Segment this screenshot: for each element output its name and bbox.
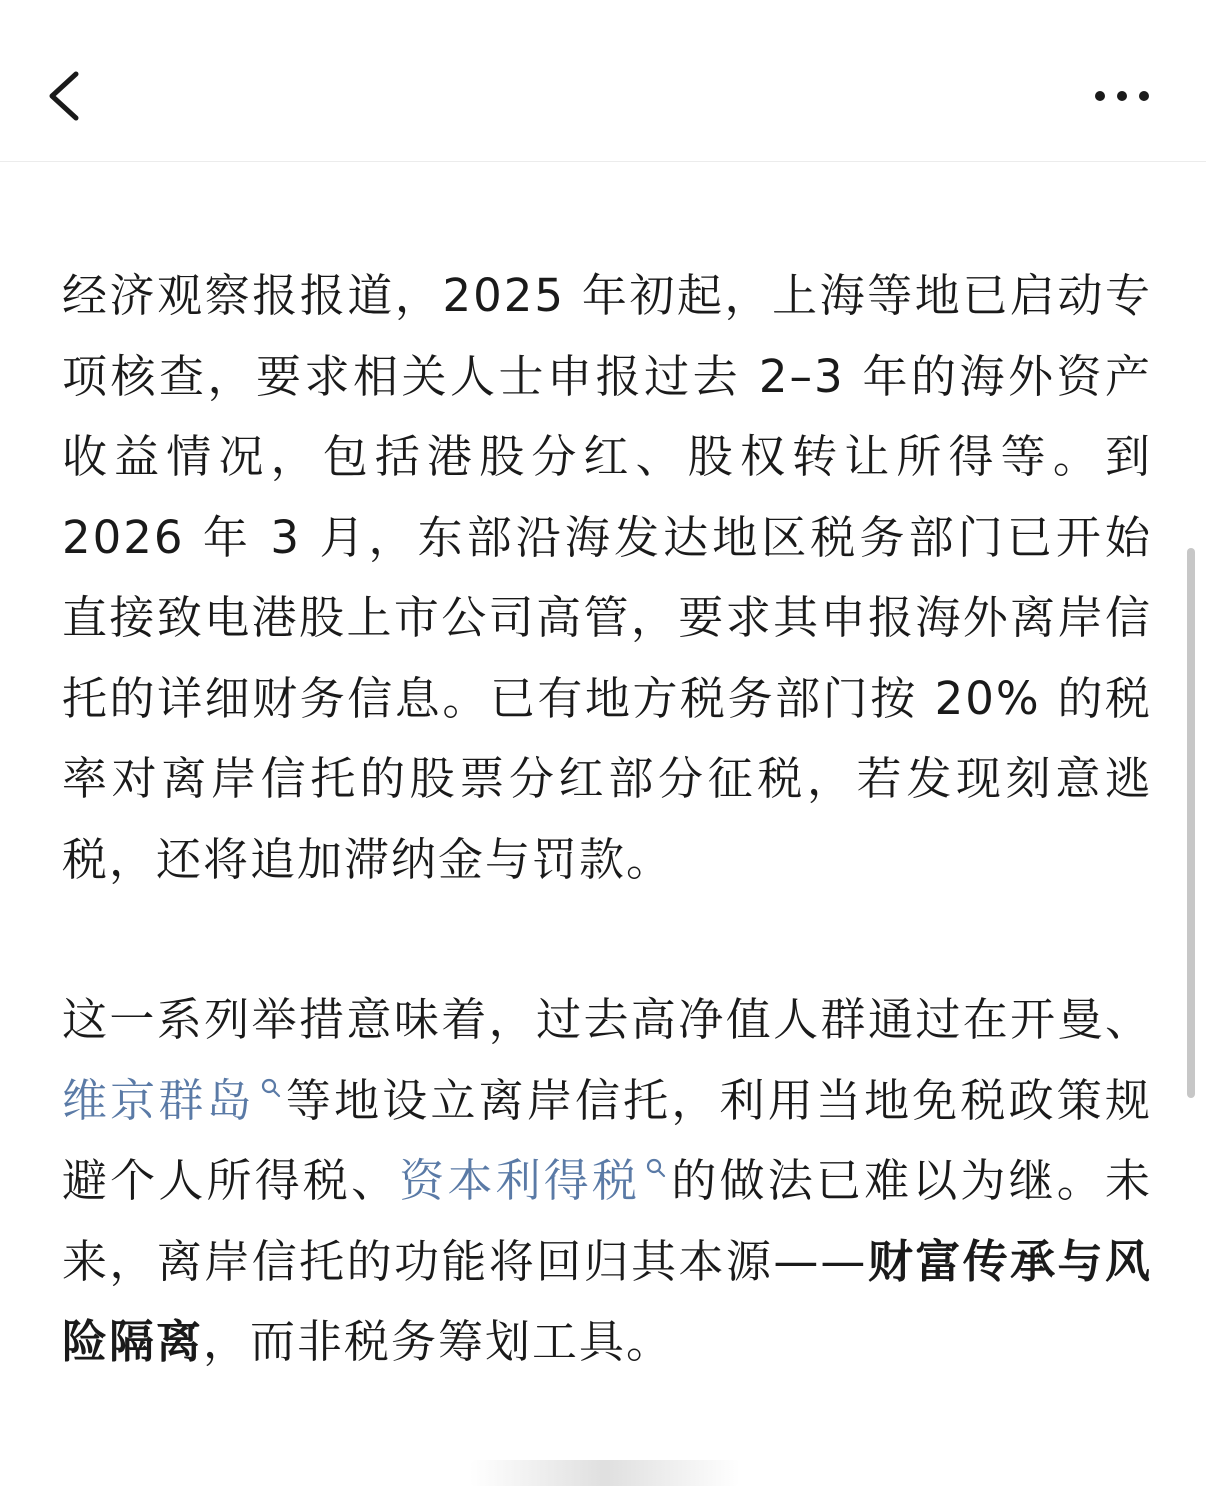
paragraph-text: 这一系列举措意味着，过去高净值人群通过在开曼、 — [62, 993, 1152, 1046]
search-icon — [261, 1078, 281, 1100]
paragraph-text: 等地设立离岸信托，利用当地免税政策规避个人所得税、 — [62, 1073, 1152, 1207]
top-nav-bar — [0, 0, 1206, 162]
bold-emphasis: 财富传承与风险隔离 — [62, 1234, 1152, 1368]
more-horizontal-icon — [1084, 74, 1164, 118]
chevron-left-icon — [36, 60, 100, 132]
more-button[interactable] — [1084, 74, 1164, 118]
article-paragraph-2 — [62, 980, 1152, 1383]
article-body — [62, 256, 1152, 1383]
scrollbar[interactable] — [1187, 548, 1195, 1098]
link-text: 资本利得税 — [399, 1154, 641, 1207]
link-text: 维京群岛 — [62, 1073, 255, 1127]
search-icon — [646, 1158, 666, 1180]
article-paragraph-1: 经济观察报报道，2025 年初起，上海等地已启动专项核查，要求相关人士申报过去 2–3 年的海外资产收益情况，包括港股分红、股权转让所得等。到 2026 年 3 月，东部沿海发达地区税务部门已开始直接致电港股上市公司高管，要求其申报海外离岸信托的详细财务信息。已有地方税务部门按 20% 的税率对离岸信托的股票分红部分征税，若发现刻意逃税，还将追加滞纳金与罚款。 — [62, 269, 1152, 886]
topic-link-capital-gains-tax[interactable] — [399, 1154, 670, 1207]
bottom-watermark — [470, 1460, 740, 1486]
back-button[interactable] — [36, 60, 100, 132]
paragraph-text: 的做法已难以为继。未来，离岸信托的功能将回归其本源—— — [62, 1154, 1152, 1288]
topic-link-virgin-islands[interactable] — [62, 1074, 285, 1127]
paragraph-text: ，而非税务筹划工具。 — [203, 1315, 674, 1368]
